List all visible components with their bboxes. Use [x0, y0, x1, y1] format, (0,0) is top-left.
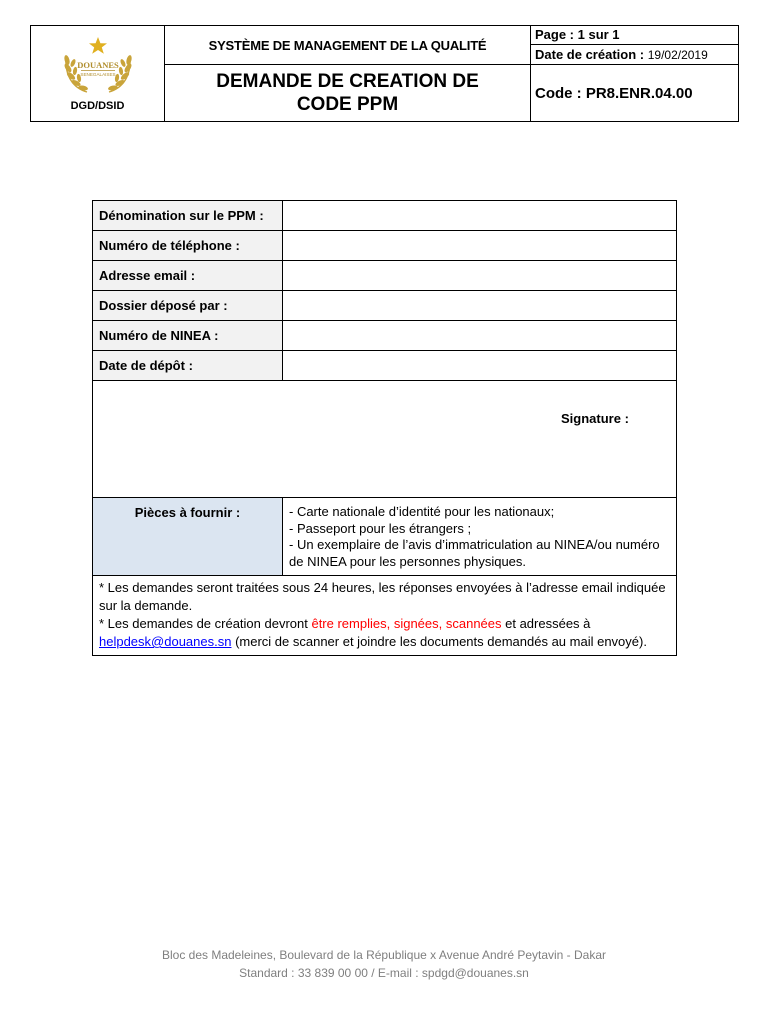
signature-area[interactable]	[93, 381, 677, 498]
quality-system-title: SYSTÈME DE MANAGEMENT DE LA QUALITÉ	[165, 26, 531, 65]
required-documents-list	[283, 498, 677, 576]
required-documents-label: Pièces à fournir :	[93, 498, 283, 576]
ninea-label: Numéro de NINEA :	[93, 321, 283, 351]
request-form	[92, 200, 677, 656]
submitted-by-label: Dossier déposé par :	[93, 291, 283, 321]
notes-cell	[93, 576, 677, 656]
processing-note: * Les demandes seront traitées sous 24 heures, les réponses envoyées à l’adresse email indiquée sur la demande.	[99, 580, 666, 613]
page-meta-cell	[531, 26, 739, 65]
logo-cell	[31, 26, 165, 122]
list-item: - Carte nationale d’identité pour les nationaux;	[289, 504, 555, 519]
list-item: - Un exemplaire de l’avis d’immatriculation au NINEA/ou numéro de NINEA pour les personnes physiques.	[289, 537, 660, 569]
department-label: DGD/DSID	[70, 99, 125, 112]
footer-address: Bloc des Madeleines, Boulevard de la République x Avenue André Peytavin - Dakar	[161, 948, 607, 962]
deposit-date-label: Date de dépôt :	[93, 351, 283, 381]
signature-label: Signature :	[561, 411, 629, 426]
creation-date: 19/02/2019	[647, 48, 708, 62]
document-title: DEMANDE DE CREATION DE CODE PPM	[165, 65, 531, 122]
deposit-date-field[interactable]	[283, 351, 677, 381]
page-footer	[0, 946, 768, 982]
svg-text:SENEGALAISES: SENEGALAISES	[79, 71, 116, 77]
document-code: Code : PR8.ENR.04.00	[531, 65, 739, 122]
email-label: Adresse email :	[93, 261, 283, 291]
helpdesk-email-link[interactable]: helpdesk@douanes.sn	[99, 634, 232, 649]
phone-label: Numéro de téléphone :	[93, 231, 283, 261]
submission-note: * Les demandes de création devront être remplies, signées, scannées et adressées à helpdesk@douanes.sn (merci de scanner et joindre les documents demandés au mail envoyé).	[99, 616, 647, 649]
douanes-emblem-logo	[57, 36, 139, 98]
email-field[interactable]	[283, 261, 677, 291]
denomination-label: Dénomination sur le PPM :	[93, 201, 283, 231]
svg-text:DOUANES: DOUANES	[76, 59, 119, 70]
form-row	[93, 351, 677, 381]
form-row	[93, 231, 677, 261]
submitted-by-field[interactable]	[283, 291, 677, 321]
list-item: - Passeport pour les étrangers ;	[289, 520, 472, 536]
phone-field[interactable]	[283, 231, 677, 261]
document-header	[30, 25, 739, 122]
ninea-field[interactable]	[283, 321, 677, 351]
creation-date-label: Date de création :	[535, 47, 645, 62]
form-row	[93, 261, 677, 291]
footer-contact: Standard : 33 839 00 00 / E-mail : spdgd@douanes.sn	[239, 966, 529, 980]
form-row	[93, 321, 677, 351]
page-number: Page : 1 sur 1	[535, 27, 620, 42]
emphasis-text: être remplies, signées, scannées	[311, 616, 502, 631]
form-row	[93, 201, 677, 231]
form-row	[93, 291, 677, 321]
denomination-field[interactable]	[283, 201, 677, 231]
